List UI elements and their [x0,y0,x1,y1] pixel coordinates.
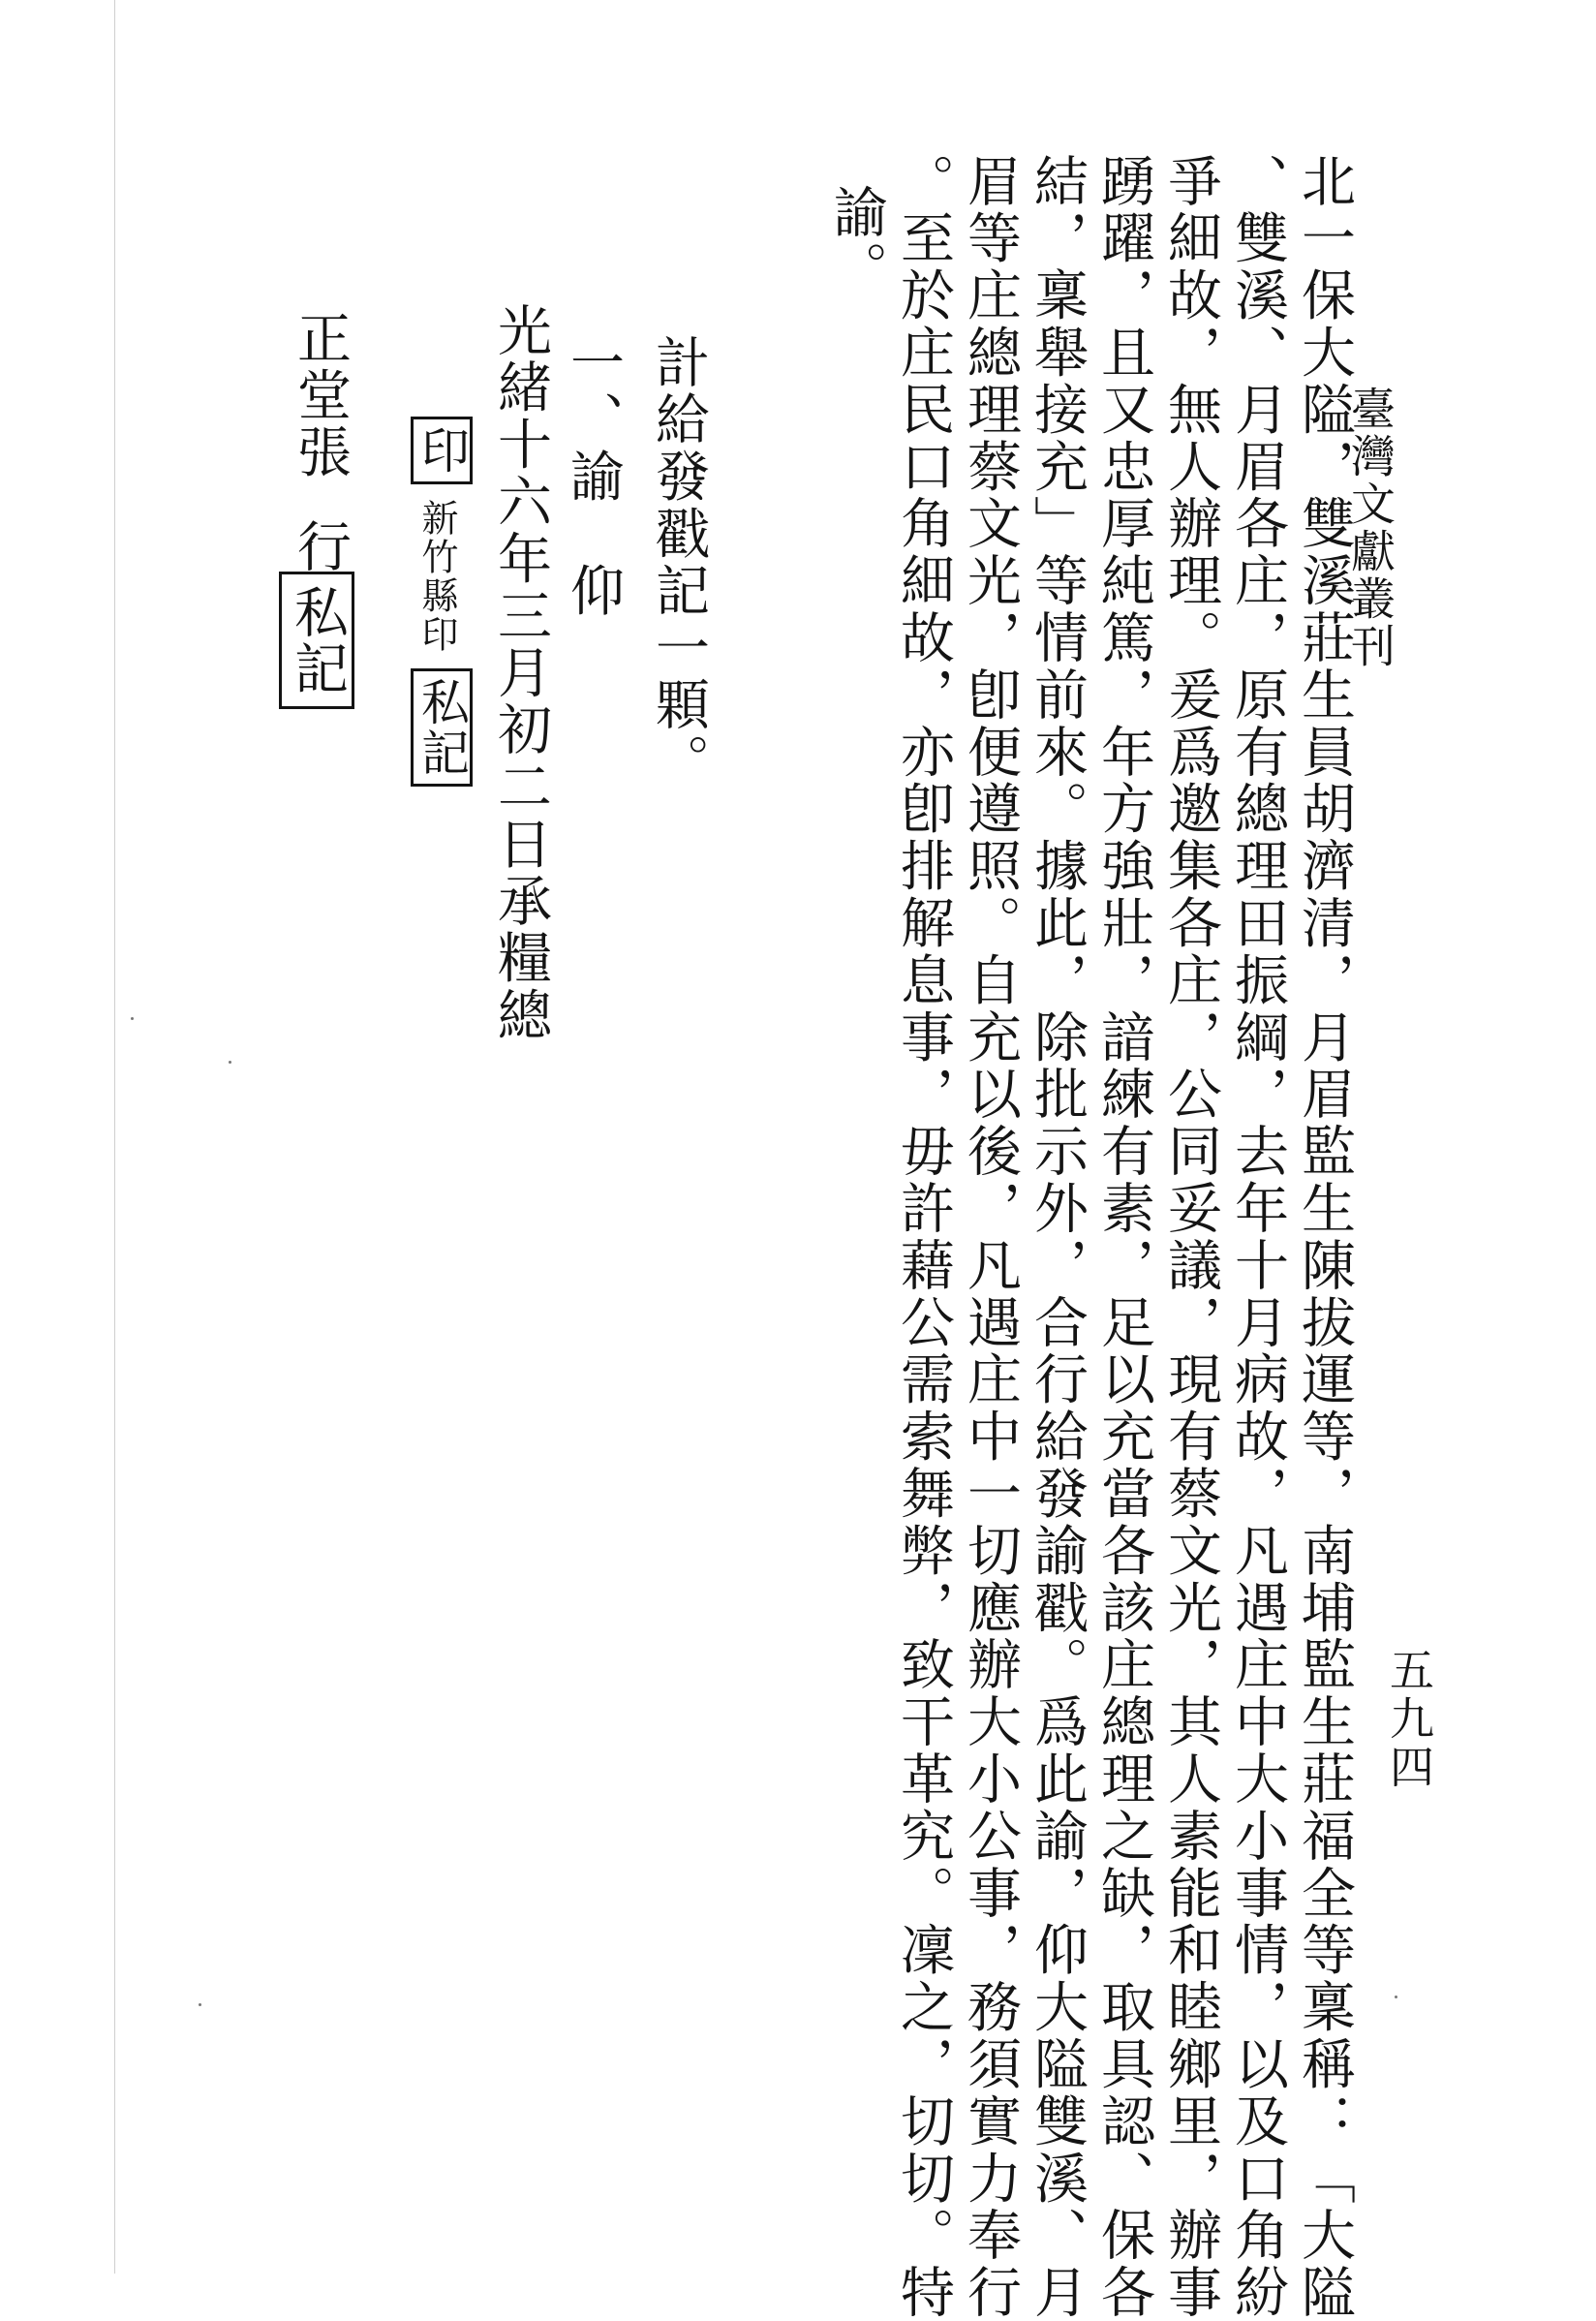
scan-speck [199,2003,201,2006]
scan-speck [1395,1996,1397,1998]
page-number: 五九四 [1383,1647,1435,1792]
private-stamp-1: 私記 [411,668,473,787]
running-title: 臺灣文獻叢刊 [1344,386,1396,670]
seal-stamp: 印 [411,417,473,484]
seal-label: 新竹縣印 [415,499,458,654]
body-column-2: 、雙溪、月眉各庄，原有總理田振綱，去年十月病故，凡遇庄中大小事情，以及口角紛 [1226,153,1289,2321]
date-column: 光緒十六年三月初二日承糧總 [489,302,552,1044]
page-fold-line [114,0,115,2274]
scan-speck [229,1061,231,1064]
note-column: 計給發戳記一顆。 [647,334,710,791]
issuance-column: 一、諭 仰 [562,334,625,620]
body-column-3: 爭細故，無人辦理。爰爲邀集各庄，公同妥議，現有蔡文光，其人素能和睦鄉里，辦事 [1159,153,1222,2321]
private-stamp-2: 私記 [279,572,354,709]
body-column-8: 諭。 [825,184,888,298]
body-column-4: 踴躍，且又忠厚純篤，年方強壯，諳練有素，足以充當各該庄總理之缺，取具認、保各 [1092,153,1155,2321]
body-column-6: 眉等庄總理蔡文光，卽便遵照。自充以後，凡遇庄中一切應辦大小公事，務須實力奉行 [959,153,1022,2321]
scan-speck [131,1017,134,1020]
official-column: 正堂張 [289,310,352,481]
body-column-5: 結，稟舉接充」等情前來。據此，除批示外，合行給發諭戳。爲此諭，仰大隘雙溪、月 [1026,153,1089,2321]
action-column: 行 [289,518,352,575]
body-column-7: 。至於庄民口角細故，亦卽排解息事，毋許藉公需索舞弊，致干革究。凜之，切切。特 [892,153,955,2321]
body-column-1: 北一保大隘，雙溪莊生員胡濟清，月眉監生陳拔運等，南埔監生莊福全等稟稱：「大隘 [1293,153,1356,2321]
